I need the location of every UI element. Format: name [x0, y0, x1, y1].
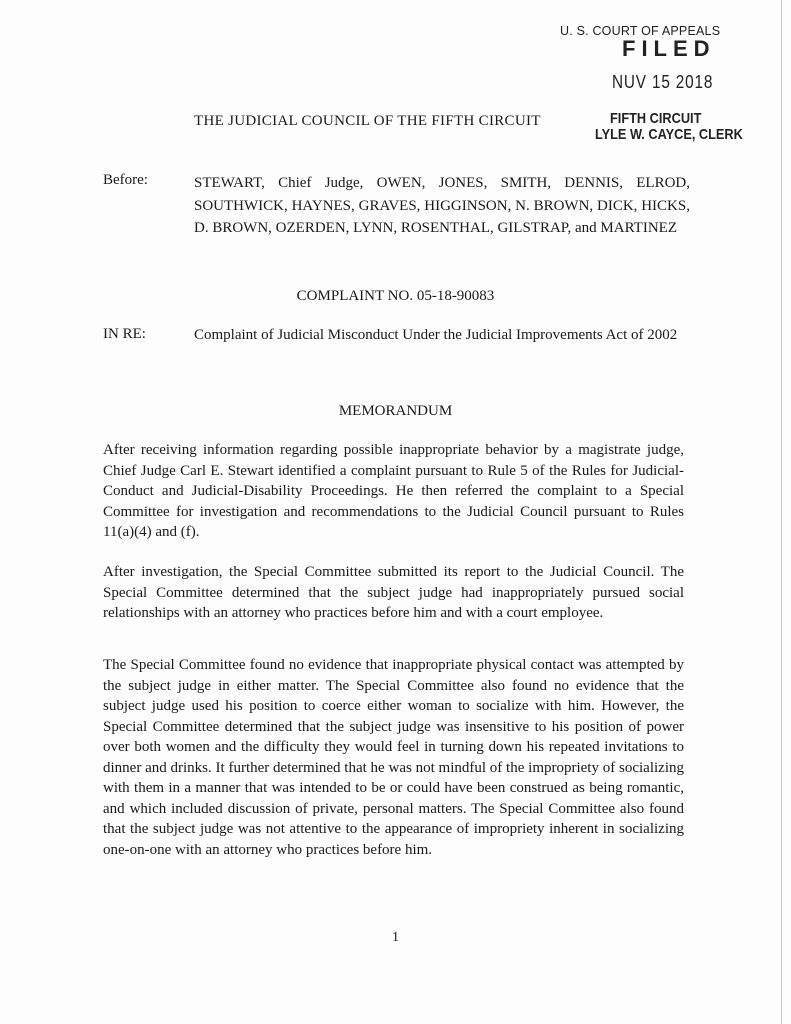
council-title: THE JUDICIAL COUNCIL OF THE FIFTH CIRCUIT — [194, 113, 541, 129]
court-of-appeals-stamp: U. S. COURT OF APPEALS — [560, 24, 721, 38]
clerk-stamp: LYLE W. CAYCE, CLERK — [595, 126, 743, 143]
body-paragraph: After investigation, the Special Committee submitted its report to the Judicial Council. The Special Committee determined that the subject judge had inappropriately pursued social relationships with an attorney who practices before him and with a court employee. — [103, 564, 684, 621]
circuit-stamp: FIFTH CIRCUIT — [610, 110, 702, 127]
complaint-number: COMPLAINT NO. 05-18-90083 — [296, 288, 495, 304]
in-re-label: IN RE: — [103, 326, 146, 342]
body-paragraph: After receiving information regarding possible inappropriate behavior by a magistrate judge, Chief Judge Carl E. Stewart identified a complaint pursuant to Rule 5 of the Rules for Judicial-Conduct and Judicial-Disability Proceedings. He then referred the complaint to a Special Committee for investigation and recommendations to the Judicial Council pursuant to Rules 11(a)(4) and (f). — [103, 442, 684, 540]
body-paragraph: The Special Committee found no evidence that inappropriate physical contact was attempted by the subject judge in either matter. The Special Committee also found no evidence that the subject judge used his position to coerce either woman to socialize with him. However, the Special Committee determined that the subject judge was insensitive to his position of power over both women and the difficulty they would feel in turning down his repeated invitations to dinner and drinks. It further determined that he was not mindful of the impropriety of socializing with them in a manner that was intended to be or could have been construed as being romantic, and which included discussion of private, personal matters. The Special Committee also found that the subject judge was not attentive to the appearance of impropriety inherent in socializing one-on-one with an attorney who practices before him. — [103, 657, 684, 858]
panel-judges-list: STEWART, Chief Judge, OWEN, JONES, SMITH, DENNIS, ELROD, SOUTHWICK, HAYNES, GRAVES, HIGGINSON, N. BROWN, DICK, HICKS, D. BROWN, OZERDEN, LYNN, ROSENTHAL, GILSTRAP, and MARTINEZ — [194, 175, 690, 236]
filed-stamp: FILED — [622, 36, 716, 61]
before-label: Before: — [103, 172, 148, 188]
page-edge-divider — [781, 0, 782, 1024]
memorandum-heading: MEMORANDUM — [338, 403, 453, 419]
filed-date-stamp: NUV 15 2018 — [612, 72, 714, 92]
page-number: 1 — [392, 930, 399, 945]
in-re-caption: Complaint of Judicial Misconduct Under the Judicial Improvements Act of 2002 — [194, 327, 678, 343]
